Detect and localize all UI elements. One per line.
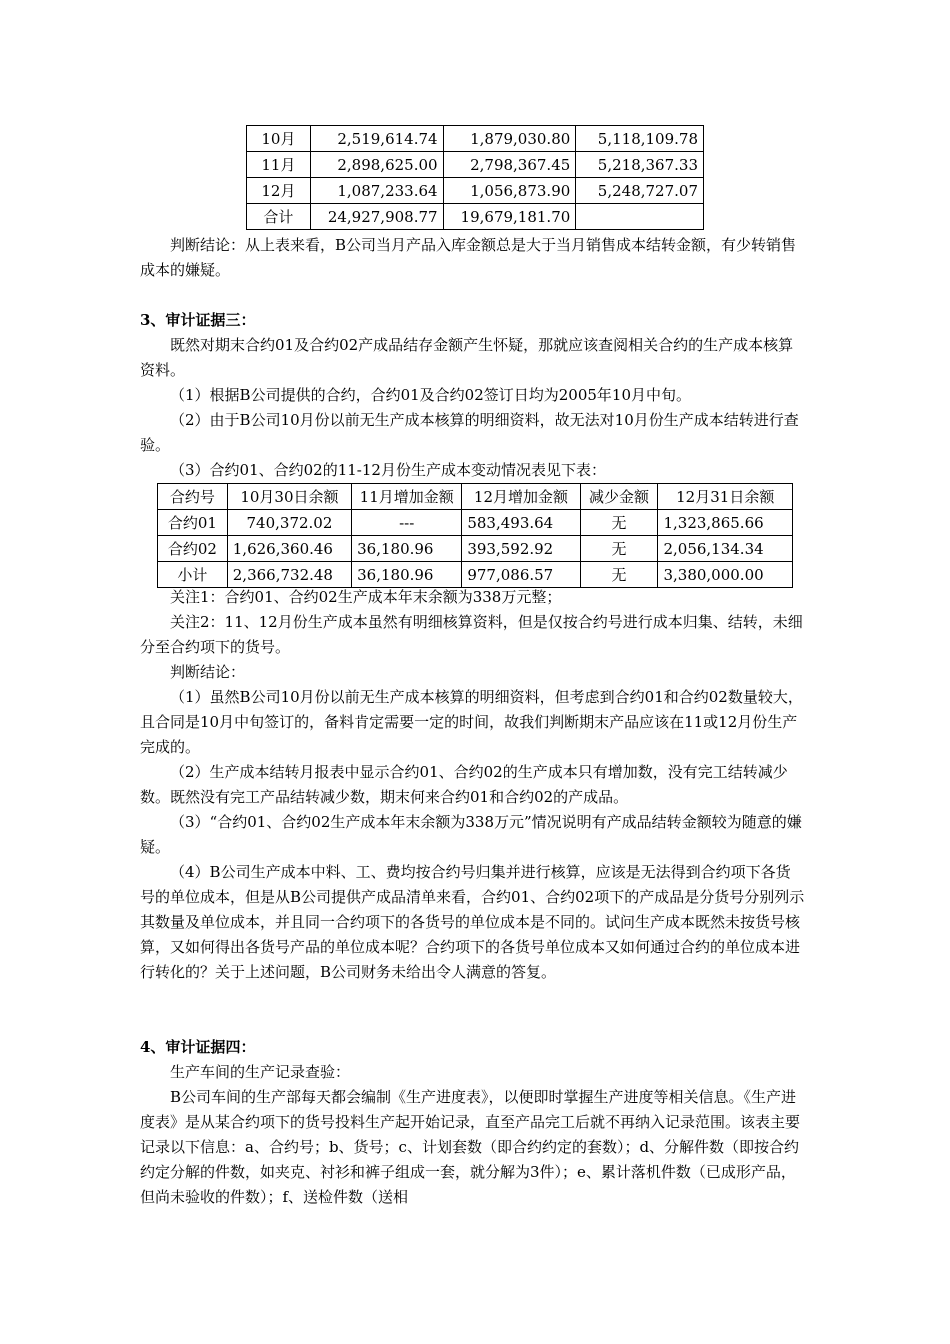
table-cell: 2,366,732.48 <box>227 562 351 588</box>
month-cell: 12月 <box>247 178 311 204</box>
table-row <box>158 510 793 536</box>
column-header: 12月31日余额 <box>658 484 793 510</box>
amount-cell: 5,118,109.78 <box>576 126 704 152</box>
table-cell: 1,626,360.46 <box>227 536 351 562</box>
amount-cell: 19,679,181.70 <box>443 204 576 230</box>
conclusion-4: （4）B公司生产成本中料、工、费均按合约号归集并进行核算，应该是无法得到合约项下各货号的单位成本，但是从B公司提供产成品清单来看，合约01、合约02项下的产成品是分货号分别列示其数量及单位成本，并且同一合约项下的各货号的单位成本是不同的。试问生产成本既然未按货号核算，又如何得出各货号产品的单位成本呢？合约项下的各货号单位成本又如何通过合约的单位成本进行转化的？关于上述问题，B公司财务未给出令人满意的答复。 <box>140 863 805 981</box>
amount-cell: 24,927,908.77 <box>310 204 443 230</box>
table-cell: 583,493.64 <box>462 510 580 536</box>
table-cell: 无 <box>580 510 658 536</box>
heading-evidence-3: 3、审计证据三： <box>140 311 256 329</box>
amount-cell: 2,898,625.00 <box>310 152 443 178</box>
evidence3-item-1: （1）根据B公司提供的合约，合约01及合约02签订日均为2005年10月中旬。 <box>170 386 692 404</box>
conclusion-2: （2）生产成本结转月报表中显示合约01、合约02的生产成本只有增加数，没有完工结转减少数。既然没有完工产品结转减少数，期末何来合约01和合约02的产成品。 <box>140 763 788 806</box>
evidence3-intro: 既然对期末合约01及合约02产成品结存金额产生怀疑，那就应该查阅相关合约的生产成本核算资料。 <box>140 336 794 379</box>
table-cell: 1,323,865.66 <box>658 510 793 536</box>
note-1: 关注1：合约01、合约02生产成本年末余额为338万元整； <box>170 588 562 606</box>
amount-cell: 1,056,873.90 <box>443 178 576 204</box>
table-cell: 977,086.57 <box>462 562 580 588</box>
table-cell: 36,180.96 <box>352 562 462 588</box>
amount-cell: 2,519,614.74 <box>310 126 443 152</box>
amount-cell: 5,248,727.07 <box>576 178 704 204</box>
column-header: 12月增加金额 <box>462 484 580 510</box>
evidence4-body: B公司车间的生产部每天都会编制《生产进度表》，以便即时掌握生产进度等相关信息。《生产进度表》是从某合约项下的货号投料生产起开始记录，直至产品完工后就不再纳入记录范围。该表主要记录以下信息：a、合约号；b、货号；c、计划套数（即合约约定的套数）；d、分解件数（即按合约约定分解的件数，如夹克、衬衫和裤子组成一套，就分解为3件）；e、累计落机件数（已成形产品，但尚未验收的件数）；f、送检件数（送相 <box>140 1088 801 1206</box>
table-cell: 合约01 <box>158 510 228 536</box>
table1-conclusion: 判断结论：从上表来看，B公司当月产品入库金额总是大于当月销售成本结转金额，有少转销售成本的嫌疑。 <box>140 236 797 279</box>
table-cell: 无 <box>580 562 658 588</box>
table-row <box>247 152 704 178</box>
column-header: 减少金额 <box>580 484 658 510</box>
month-cell: 10月 <box>247 126 311 152</box>
table-cell: 36,180.96 <box>352 536 462 562</box>
amount-cell: 1,879,030.80 <box>443 126 576 152</box>
evidence4-intro: 生产车间的生产记录查验： <box>170 1063 351 1081</box>
table-row <box>158 562 793 588</box>
table-row <box>247 204 704 230</box>
production-cost-table <box>157 483 793 588</box>
amount-cell: 1,087,233.64 <box>310 178 443 204</box>
amount-cell: 5,218,367.33 <box>576 152 704 178</box>
conclusion-3: （3）“合约01、合约02生产成本年末余额为338万元”情况说明有产成品结转金额较为随意的嫌疑。 <box>140 813 802 856</box>
note-2: 关注2：11、12月份生产成本虽然有明细核算资料，但是仅按合约号进行成本归集、结转，未细分至合约项下的货号。 <box>140 613 803 656</box>
heading-evidence-4: 4、审计证据四： <box>140 1038 256 1056</box>
month-cell: 11月 <box>247 152 311 178</box>
table-row <box>158 536 793 562</box>
table-cell: 393,592.92 <box>462 536 580 562</box>
table-row <box>247 126 704 152</box>
evidence3-item-2: （2）由于B公司10月份以前无生产成本核算的明细资料，故无法对10月份生产成本结转进行查验。 <box>140 411 799 454</box>
month-cell: 合计 <box>247 204 311 230</box>
column-header: 合约号 <box>158 484 228 510</box>
table-cell: 740,372.02 <box>227 510 351 536</box>
table-cell: 3,380,000.00 <box>658 562 793 588</box>
conclusion-label: 判断结论： <box>170 663 246 681</box>
monthly-amount-table <box>246 125 704 230</box>
column-header: 10月30日余额 <box>227 484 351 510</box>
evidence3-item-3: （3）合约01、合约02的11-12月份生产成本变动情况表见下表： <box>170 461 606 479</box>
column-header: 11月增加金额 <box>352 484 462 510</box>
table-header-row <box>158 484 793 510</box>
conclusion-1: （1）虽然B公司10月份以前无生产成本核算的明细资料，但考虑到合约01和合约02数量较大，且合同是10月中旬签订的，备料肯定需要一定的时间，故我们判断期末产品应该在11或12月份生产完成的。 <box>140 688 803 756</box>
table-cell: 小计 <box>158 562 228 588</box>
table-cell: 无 <box>580 536 658 562</box>
table-row <box>247 178 704 204</box>
table-cell: 合约02 <box>158 536 228 562</box>
table-cell: 2,056,134.34 <box>658 536 793 562</box>
table-cell: --- <box>352 510 462 536</box>
amount-cell <box>576 204 704 230</box>
amount-cell: 2,798,367.45 <box>443 152 576 178</box>
